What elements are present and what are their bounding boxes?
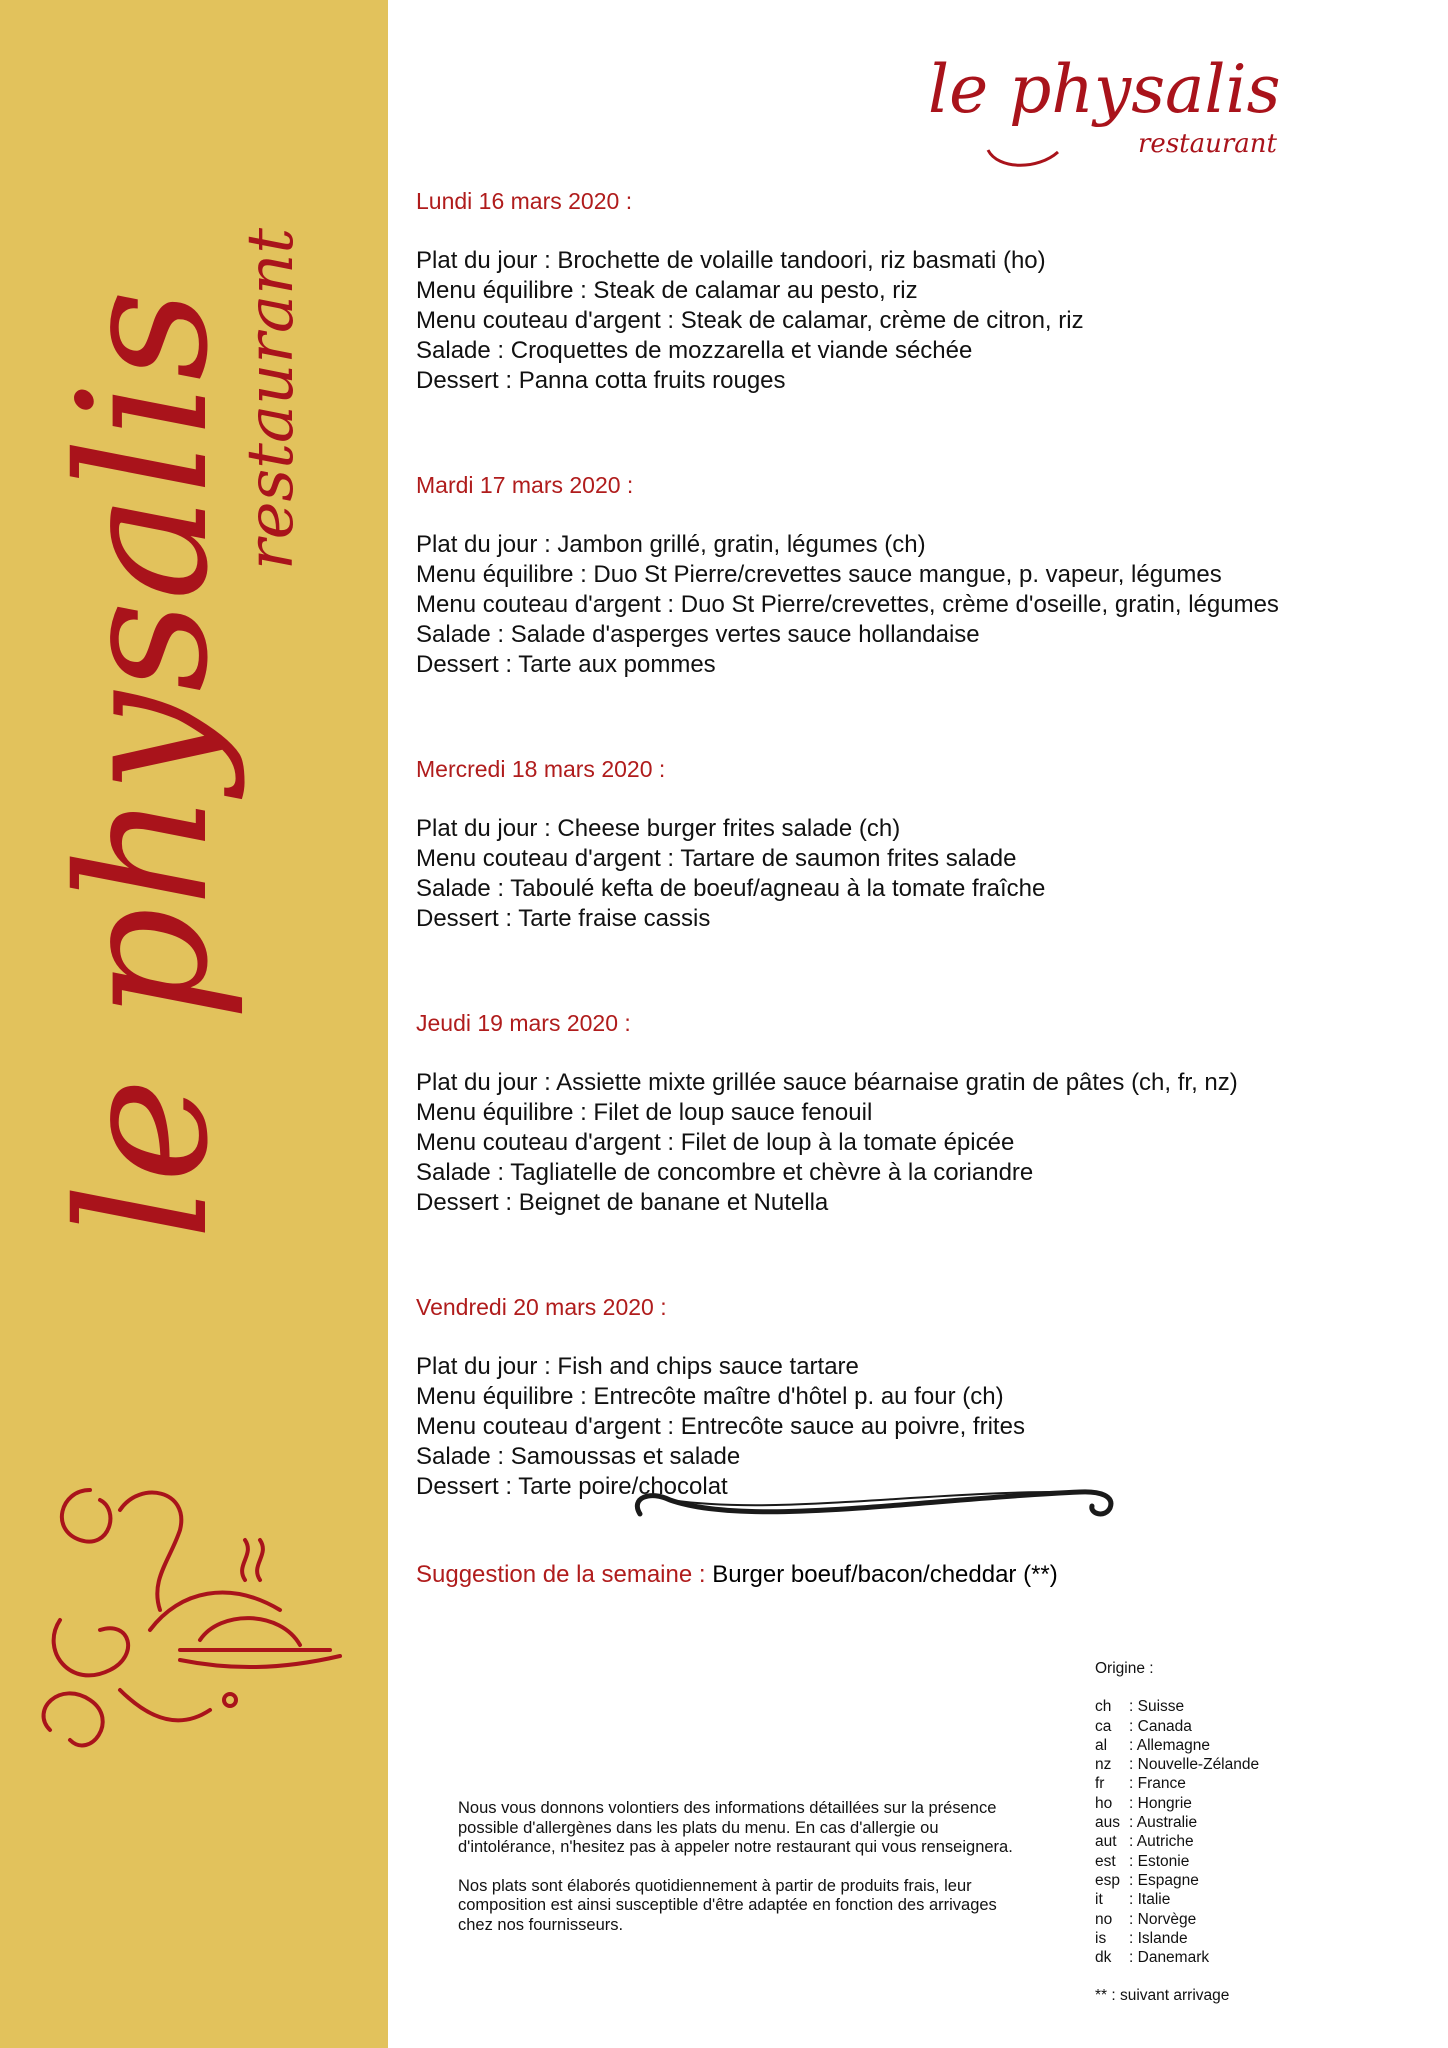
- menu-content: [416, 186, 1416, 1576]
- brand-name: le physalis: [928, 51, 1281, 128]
- day-title: Lundi 16 mars 2020 :: [416, 188, 633, 214]
- origin-country: Espagne: [1137, 1871, 1199, 1889]
- origin-row: ch : Suisse: [1095, 1698, 1185, 1716]
- menu-line: Menu couteau d'argent : Filet de loup à la tomate épicée: [416, 1129, 1015, 1156]
- origin-country: Autriche: [1136, 1833, 1194, 1851]
- menu-line: Plat du jour : Fish and chips sauce tartare: [416, 1353, 859, 1380]
- origin-code: no: [1095, 1910, 1113, 1928]
- origin-code: ho: [1095, 1794, 1113, 1812]
- origin-code: nz: [1095, 1756, 1112, 1774]
- origin-country: Australie: [1136, 1814, 1198, 1832]
- origin-row: dk : Danemark: [1095, 1949, 1210, 1967]
- allergen-note-paragraph: Nous vous donnons volontiers des informations détaillées sur la présence possible d'allergènes dans les plats du menu. En cas d'allergie ou d'intolérance, n'hesitez pas à appeler notre restaurant qui vous renseignera.: [458, 1799, 1013, 1856]
- vertical-logo-subtitle: restaurant: [234, 227, 308, 570]
- origin-country: Danemark: [1137, 1949, 1210, 1967]
- origin-title: Origine :: [1095, 1660, 1154, 1677]
- vertical-logo: [0, 0, 388, 1300]
- menu-line: Plat du jour : Brochette de volaille tandoori, riz basmati (ho): [416, 247, 1046, 274]
- origin-country: France: [1137, 1775, 1186, 1793]
- menu-line: Salade : Croquettes de mozzarella et viande séchée: [416, 337, 973, 364]
- origin-country: Canada: [1137, 1717, 1192, 1735]
- origin-row: esp : Espagne: [1095, 1871, 1199, 1889]
- origin-row: ho : Hongrie: [1095, 1794, 1192, 1812]
- menu-line: Salade : Tagliatelle de concombre et chèvre à la coriandre: [416, 1159, 1034, 1186]
- origin-code: it: [1095, 1891, 1103, 1909]
- origin-row: nz : Nouvelle-Zélande: [1095, 1756, 1260, 1774]
- menu-line: Menu couteau d'argent : Duo St Pierre/crevettes, crème d'oseille, gratin, légumes: [416, 591, 1279, 618]
- day-monday: [416, 186, 1416, 396]
- menu-line: Plat du jour : Jambon grillé, gratin, légumes (ch): [416, 531, 926, 558]
- origin-row: ca : Canada: [1095, 1717, 1192, 1735]
- day-title: Mardi 17 mars 2020 :: [416, 472, 634, 498]
- menu-line: Plat du jour : Cheese burger frites salade (ch): [416, 815, 901, 842]
- origin-row: al : Allemagne: [1095, 1736, 1211, 1754]
- origin-country: Allemagne: [1136, 1736, 1211, 1754]
- menu-line: Menu équilibre : Duo St Pierre/crevettes sauce mangue, p. vapeur, légumes: [416, 561, 1222, 588]
- origin-code: is: [1095, 1929, 1107, 1947]
- brand-logo: [888, 40, 1388, 180]
- origin-code: aut: [1095, 1833, 1117, 1851]
- origin-code: est: [1095, 1852, 1116, 1870]
- menu-line: Dessert : Panna cotta fruits rouges: [416, 367, 786, 394]
- origin-legend: [1095, 1659, 1259, 2006]
- origin-code: dk: [1095, 1949, 1112, 1967]
- suggestion-label: Suggestion de la semaine :: [416, 1561, 706, 1588]
- origin-row: aus : Australie: [1095, 1814, 1198, 1832]
- flourish-divider: [630, 1478, 1120, 1536]
- menu-line: Menu couteau d'argent : Entrecôte sauce au poivre, frites: [416, 1413, 1025, 1440]
- origin-country: Italie: [1137, 1891, 1171, 1909]
- origin-country: Estonie: [1137, 1852, 1190, 1870]
- origin-footnote: ** : suivant arrivage: [1095, 1987, 1230, 2005]
- menu-line: Menu couteau d'argent : Tartare de saumon frites salade: [416, 845, 1017, 872]
- vertical-logo-name: le physalis: [40, 289, 247, 1240]
- menu-line: Menu équilibre : Filet de loup sauce fenouil: [416, 1099, 873, 1126]
- menu-line: Menu équilibre : Entrecôte maître d'hôtel p. au four (ch): [416, 1383, 1004, 1410]
- origin-code: aus: [1095, 1814, 1120, 1832]
- origin-row: fr : France: [1095, 1775, 1186, 1793]
- menu-line: Dessert : Tarte fraise cassis: [416, 905, 711, 932]
- origin-country: Suisse: [1137, 1698, 1185, 1716]
- suggestion-text: Burger boeuf/bacon/cheddar (**): [712, 1561, 1058, 1588]
- chef-illustration: [30, 1470, 390, 1770]
- origin-code: ca: [1095, 1717, 1112, 1735]
- day-thursday: [416, 1008, 1416, 1218]
- menu-line: Plat du jour : Assiette mixte grillée sauce béarnaise gratin de pâtes (ch, fr, nz): [416, 1069, 1238, 1096]
- origin-country: Norvège: [1137, 1910, 1197, 1928]
- brand-subtitle: restaurant: [1138, 129, 1277, 159]
- sourcing-note-paragraph: Nos plats sont élaborés quotidiennement à partir de produits frais, leur composition est ainsi susceptible d'être adaptée en fonction des arrivages chez nos fournisseurs.: [458, 1876, 997, 1934]
- origin-country: Nouvelle-Zélande: [1137, 1756, 1260, 1774]
- origin-row: no : Norvège: [1095, 1910, 1197, 1928]
- origin-code: fr: [1095, 1775, 1105, 1793]
- origin-code: ch: [1095, 1698, 1112, 1716]
- day-title: Vendredi 20 mars 2020 :: [416, 1294, 667, 1320]
- menu-line: Menu équilibre : Steak de calamar au pesto, riz: [416, 277, 918, 304]
- menu-line: Menu couteau d'argent : Steak de calamar, crème de citron, riz: [416, 307, 1084, 334]
- origin-code: esp: [1095, 1871, 1120, 1889]
- origin-row: it : Italie: [1095, 1891, 1171, 1909]
- day-wednesday: [416, 754, 1416, 934]
- origin-row: est : Estonie: [1095, 1852, 1190, 1870]
- origin-row: aut : Autriche: [1095, 1833, 1194, 1851]
- origin-row: is : Islande: [1095, 1929, 1188, 1947]
- weekly-suggestion: [416, 1560, 1058, 1590]
- origin-country: Islande: [1137, 1929, 1188, 1947]
- origin-code: al: [1095, 1736, 1108, 1754]
- menu-line: Salade : Taboulé kefta de boeuf/agneau à la tomate fraîche: [416, 875, 1046, 902]
- origin-country: Hongrie: [1137, 1794, 1192, 1812]
- menu-line: Dessert : Tarte aux pommes: [416, 651, 716, 678]
- allergen-note: [458, 1799, 1018, 1954]
- day-friday: [416, 1292, 1416, 1502]
- day-tuesday: [416, 470, 1416, 680]
- day-title: Mercredi 18 mars 2020 :: [416, 756, 666, 782]
- menu-line: Salade : Samoussas et salade: [416, 1443, 741, 1470]
- menu-line: Dessert : Beignet de banane et Nutella: [416, 1189, 829, 1216]
- day-title: Jeudi 19 mars 2020 :: [416, 1010, 631, 1036]
- menu-line: Dessert : Tarte poire/chocolat: [416, 1473, 728, 1500]
- menu-line: Salade : Salade d'asperges vertes sauce hollandaise: [416, 621, 980, 648]
